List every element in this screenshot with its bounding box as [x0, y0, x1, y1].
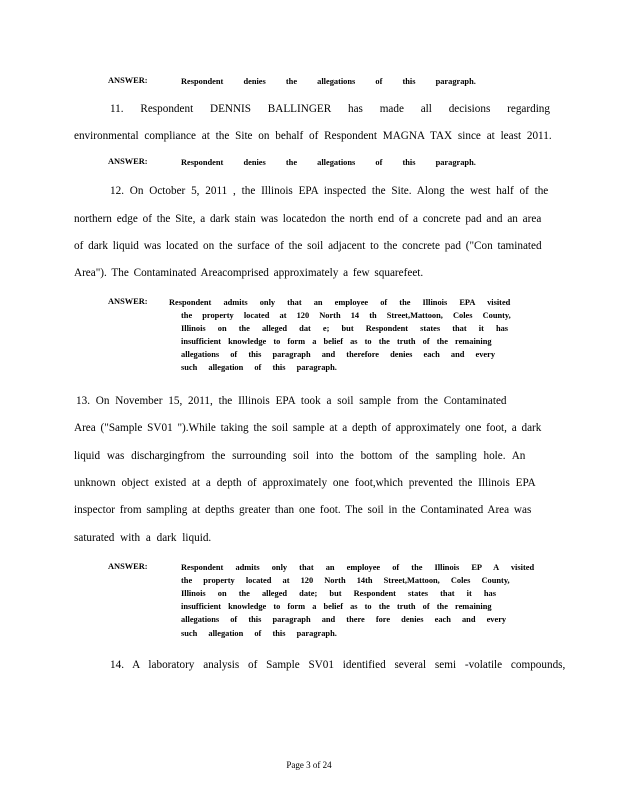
answer-denies-text [181, 76, 476, 88]
paragraph-13-line-3: liquid was dischargingfrom the surrounding soil into the bottom of the sampling hole. An [74, 450, 526, 462]
paragraph-12-line-2: northern edge of the Site, a dark stain was locatedon the north end of a concrete pad and an area [74, 213, 542, 225]
paragraph-13-line-4: unknown object existed at a depth of approximately one foot,which prevented the Illinois EPA [74, 477, 536, 489]
answer-label: ANSWER: [108, 562, 148, 571]
answer-12-line-2: the property located at 120 North 14 th Street,Mattoon, Coles County, [181, 311, 511, 320]
paragraph-13-line-1: 13. On November 15, 2011, the Illinois EPA took a soil sample from the Contaminated [76, 395, 507, 407]
answer-13-line-5: allegations of this paragraph and there fore denies each and every [181, 615, 507, 624]
page-number: Page 3 of 24 [286, 760, 332, 770]
answer-denies-text: Respondent denies the allegations of this paragraph. [181, 158, 476, 167]
answer-13-line-2: the property located at 120 North 14th Street,Mattoon, Coles County, [181, 576, 510, 585]
paragraph-12-line-4: Area"). The Contaminated Areacomprised approximately a few squarefeet. [74, 267, 424, 279]
answer-label: ANSWER: [108, 157, 148, 166]
answer-13-line-1: Respondent admits only that an employee of the Illinois EP A visited [181, 563, 535, 572]
paragraph-13-line-2: Area ("Sample SV01 ").While taking the soil sample at a depth of approximately one foot, a dark [74, 422, 542, 434]
answer-label: ANSWER: [108, 297, 148, 306]
paragraph-13-line-6: saturated with a dark liquid. [74, 532, 212, 544]
answer-12-line-3: Illinois on the alleged dat e; but Respondent states that it has [181, 324, 509, 333]
answer-label: ANSWER: [108, 76, 148, 85]
answer-12-line-5: allegations of this paragraph and therefore denies each and every [181, 350, 496, 359]
answer-13-line-4: insufficient knowledge to form a belief as to the truth of the remaining [181, 602, 492, 611]
answer-13-line-3: Illinois on the alleged date; but Respondent states that it has [181, 589, 496, 598]
paragraph-12-line-3: of dark liquid was located on the surface of the soil adjacent to the concrete pad ("Con taminated [74, 240, 542, 252]
paragraph-11-line-2: environmental compliance at the Site on behalf of Respondent MAGNA TAX since at least 2011. [74, 130, 552, 142]
answer-text: Respondent denies the allegations of this paragraph. [181, 77, 476, 86]
answer-12-line-1: Respondent admits only that an employee of the Illinois EPA visited [169, 298, 511, 307]
paragraph-13-line-5: inspector from sampling at depths greater than one foot. The soil in the Contaminated Area was [74, 504, 532, 516]
paragraph-11-line-1: 11. Respondent DENNIS BALLINGER has made all decisions regarding [110, 103, 550, 115]
answer-13-line-6: such allegation of this paragraph. [181, 629, 337, 638]
paragraph-14-line-1: 14. A laboratory analysis of Sample SV01 identified several semi -volatile compounds, [110, 659, 566, 671]
answer-12-line-4: insufficient knowledge to form a belief as to the truth of the remaining [181, 337, 492, 346]
paragraph-12-line-1: 12. On October 5, 2011 , the Illinois EPA inspected the Site. Along the west half of the [110, 185, 549, 197]
answer-12-line-6: such allegation of this paragraph. [181, 363, 337, 372]
